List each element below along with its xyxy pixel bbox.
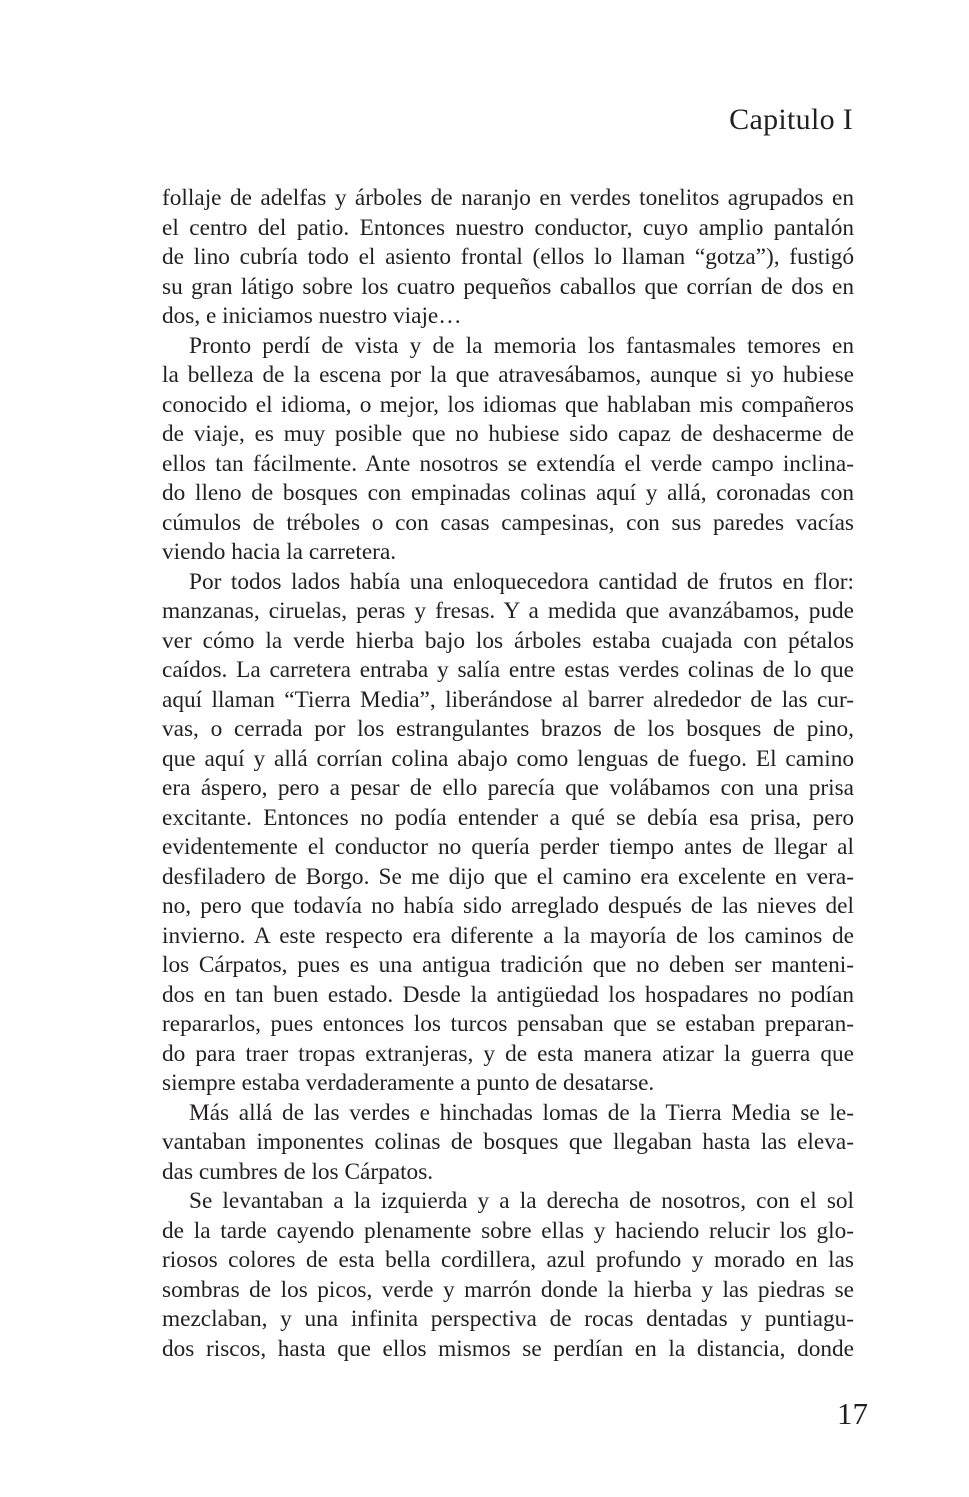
text-line: los Cárpatos, pues es una antigua tradición que no deben ser manteni-: [162, 952, 854, 978]
body-text: [162, 184, 854, 1364]
text-line: su gran látigo sobre los cuatro pequeños caballos que corrían de dos en: [162, 273, 854, 300]
page-number: 17: [837, 1396, 868, 1431]
text-line: no, pero que todavía no había sido arreglado después de las nieves del: [162, 893, 854, 919]
text-line: era áspero, pero a pesar de ello parecía que volábamos con una prisa: [162, 775, 854, 801]
text-line: das cumbres de los Cárpatos.: [162, 1158, 434, 1185]
text-line: de lino cubría todo el asiento frontal (ellos lo llaman “gotza”), fustigó: [162, 244, 854, 270]
text-line: dos en tan buen estado. Desde la antigüedad los hospadares no podían: [162, 981, 854, 1008]
text-line: dos, e iniciamos nuestro viaje…: [162, 303, 462, 329]
text-line: que aquí y allá corrían colina abajo como lenguas de fuego. El camino: [162, 745, 854, 772]
text-line: de viaje, es muy posible que no hubiese sido capaz de deshacerme de: [162, 421, 854, 447]
text-line: repararlos, pues entonces los turcos pensaban que se estaban preparan-: [162, 1011, 854, 1037]
text-line: siempre estaba verdaderamente a punto de desatarse.: [162, 1070, 655, 1096]
text-line: ver cómo la verde hierba bajo los árboles estaba cuajada con pétalos: [162, 627, 854, 654]
text-line: ellos tan fácilmente. Ante nosotros se extendía el verde campo inclina-: [162, 450, 854, 477]
text-line: invierno. A este respecto era diferente a la mayoría de los caminos de: [162, 922, 854, 949]
text-line: de la tarde cayendo plenamente sobre ellas y haciendo relucir los glo-: [162, 1217, 854, 1244]
text-line: viendo hacia la carretera.: [162, 539, 397, 565]
text-line: Por todos lados había una enloquecedora cantidad de frutos en flor:: [189, 568, 854, 595]
text-line: follaje de adelfas y árboles de naranjo en verdes tonelitos agrupados en: [162, 185, 854, 211]
text-line: vantaban imponentes colinas de bosques que llegaban hasta las eleva-: [162, 1129, 854, 1155]
text-line: evidentemente el conductor no quería perder tiempo antes de llegar al: [162, 834, 854, 860]
text-line: riosos colores de esta bella cordillera, azul profundo y morado en las: [162, 1247, 854, 1273]
text-line: el centro del patio. Entonces nuestro conductor, cuyo amplio pantalón: [162, 214, 854, 241]
text-line: dos riscos, hasta que ellos mismos se perdían en la distancia, donde: [162, 1335, 854, 1362]
text-line: manzanas, ciruelas, peras y fresas. Y a medida que avanzábamos, pude: [162, 598, 854, 624]
text-line: la belleza de la escena por la que atravesábamos, aunque si yo hubiese: [162, 362, 854, 388]
text-line: vas, o cerrada por los estrangulantes brazos de los bosques de pino,: [162, 716, 854, 742]
text-line: mezclaban, y una infinita perspectiva de rocas dentadas y puntiagu-: [162, 1306, 854, 1332]
text-line: do lleno de bosques con empinadas colinas aquí y allá, coronadas con: [162, 480, 854, 506]
text-line: aquí llaman “Tierra Media”, liberándose al barrer alrededor de las cur-: [162, 686, 854, 713]
text-line: caídos. La carretera entraba y salía entre estas verdes colinas de lo que: [162, 657, 854, 683]
text-line: desfiladero de Borgo. Se me dijo que el camino era excelente en vera-: [162, 863, 854, 890]
text-line: Más allá de las verdes e hinchadas lomas de la Tierra Media se le-: [189, 1099, 854, 1126]
text-line: Se levantaban a la izquierda y a la derecha de nosotros, con el sol: [189, 1188, 854, 1214]
text-line: Pronto perdí de vista y de la memoria los fantasmales temores en: [189, 332, 854, 359]
text-line: conocido el idioma, o mejor, los idiomas que hablaban mis compañeros: [162, 391, 854, 418]
text-line: sombras de los picos, verde y marrón donde la hierba y las piedras se: [162, 1276, 854, 1303]
text-line: cúmulos de tréboles o con casas campesinas, con sus paredes vacías: [162, 509, 854, 536]
text-line: excitante. Entonces no podía entender a qué se debía esa prisa, pero: [162, 804, 854, 831]
text-line: do para traer tropas extranjeras, y de esta manera atizar la guerra que: [162, 1040, 854, 1067]
chapter-title: Capitulo I: [729, 103, 853, 136]
